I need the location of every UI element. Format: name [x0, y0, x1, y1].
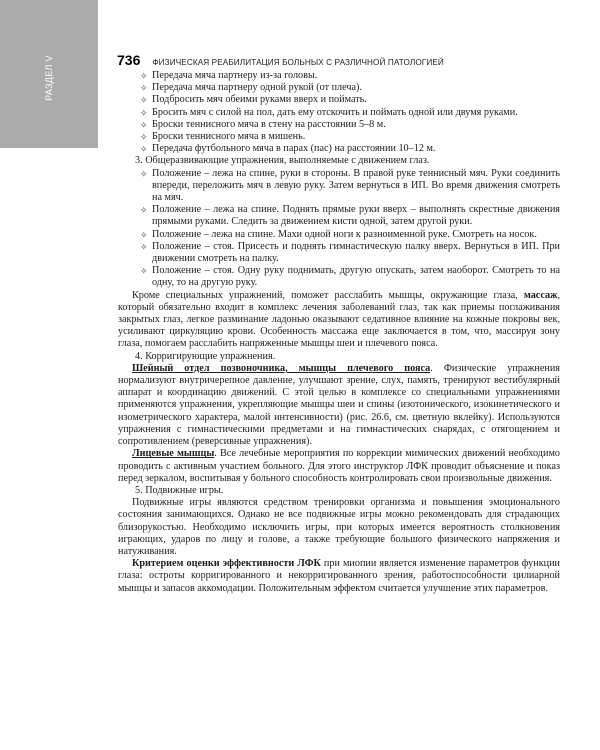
list-item: ✧ Бросить мяч с силой на пол, дать ему отскочить и поймать одной или двумя руками. — [140, 106, 518, 118]
diamond-bullet-icon: ✧ — [140, 266, 148, 277]
diamond-bullet-icon: ✧ — [140, 119, 148, 130]
diamond-bullet-icon: ✧ — [140, 83, 148, 94]
criterion-paragraph: Критерием оценки эффективности ЛФК при миопии является изменение параметров функции глаза: остроты корригированного и некорригированного зрения, работоспособности цилиарной мышцы и запасов аккомодации. Положительным эффектом считается улучшение этих параметров. — [118, 558, 561, 594]
numbered-item-5: 5. Подвижные игры. — [135, 484, 224, 496]
list-item: ✧ Положение – лежа на спине. Поднять прямые руки вверх – выполнять скрестные движения прямыми руками. Следить за движением кисти одной, затем другой руки. — [140, 204, 560, 228]
list-item: ✧ Положение – стоя. Одну руку поднимать, другую опускать, затем наоборот. Смотреть то на одну, то на другую руку. — [140, 265, 560, 289]
eye-exercises-list — [118, 168, 560, 290]
list-item: ✧ Положение – стоя. Присесть и поднять гимнастическую палку вверх. Вернуться в ИП. При движении смотреть на палку. — [140, 240, 560, 265]
page-number: 736 — [117, 52, 141, 68]
ball-exercises-list — [118, 70, 560, 155]
diamond-bullet-icon: ✧ — [140, 95, 148, 106]
page-body — [118, 70, 560, 595]
running-title: ФИЗИЧЕСКАЯ РЕАБИЛИТАЦИЯ БОЛЬНЫХ С РАЗЛИЧНОЙ ПАТОЛОГИЕЙ — [152, 58, 444, 67]
neck-paragraph: Шейный отдел позвоночника, мышцы плечевого пояса. Физические упражнения нормализуют внутричерепное давление, улучшают зрение, слух, память, тренируют вестибулярный аппарат и координацию движений. С этой целью в комплексе со специальными упражнениями применяются упражнения, укрепляющие мышцы шеи и спины (изотонического, изокинетического и изометрического характера, малой интенсивности) (рис. 26.6, см. цветную вклейку). Используются упражнения с гимнастическими предметами и на гимнастических снарядах, с отягощением и сопротивлением (реверсивные упражнения). — [118, 362, 560, 448]
diamond-bullet-icon: ✧ — [140, 229, 148, 240]
games-paragraph: Подвижные игры являются средством тренировки организма и повышения эмоционального состояния занимающихся. Однако не все подвижные игры можно рекомендовать для страдающих близорукостью. Необходимо исключить игры, при которых имеется вероятность столкновения играющих, ударов по лицу и голове, а также требующие большого физического напряжения и натуживания. — [118, 497, 560, 557]
diamond-bullet-icon: ✧ — [140, 241, 148, 252]
diamond-bullet-icon: ✧ — [140, 132, 148, 143]
diamond-bullet-icon: ✧ — [140, 144, 148, 155]
section-tab — [0, 0, 98, 148]
section-label: РАЗДЕЛ V — [44, 55, 54, 101]
list-item: ✧ Положение – лежа на спине. Махи одной ноги к разноименной руке. Смотреть на носок. — [140, 228, 537, 240]
list-item: ✧ Передача футбольного мяча в парах (пас) на расстоянии 10–12 м. — [140, 143, 436, 155]
running-header — [117, 52, 562, 68]
face-paragraph: Лицевые мышцы. Все лечебные мероприятия по коррекции мимических движений необходимо проводить с активным участием больного. Для этого инструктор ЛФК проводит объяснение и показ перед зеркалом, воспитывая у больного способность контролировать свои произвольные движения. — [118, 448, 560, 484]
diamond-bullet-icon: ✧ — [140, 71, 148, 81]
diamond-bullet-icon: ✧ — [140, 168, 148, 179]
numbered-item-4: 4. Корригирующие упражнения. — [135, 350, 276, 362]
list-item: ✧ Подбросить мяч обеими руками вверх и поймать. — [140, 94, 367, 106]
diamond-bullet-icon: ✧ — [140, 107, 148, 118]
numbered-item-3: 3. Общеразвивающие упражнения, выполняемые с движением глаз. — [135, 155, 430, 167]
list-item: ✧ Передача мяча партнеру одной рукой (от плеча). — [140, 82, 362, 94]
diamond-bullet-icon: ✧ — [140, 205, 148, 216]
list-item: ✧ Броски теннисного мяча в стену на расстоянии 5–8 м. — [140, 118, 386, 130]
list-item: ✧ Положение – лежа на спине, руки в стороны. В правой руке теннисный мяч. Руки соединить впереди, переложить мяч в левую руку. Затем вернуться в ИП. Во время движения смотреть на мяч. — [140, 167, 560, 204]
massage-paragraph: Кроме специальных упражнений, поможет расслабить мышцы, окружающие глаза, массаж, который обязательно входит в комплекс лечения заболеваний глаз, так как приемы поглаживания закрытых глаз, легкое разминание ладонью оказывают седативное влияние на кожные покровы век, усиливают циркуляцию крови. Особенность массажа еще заключается в том, что, массируя зону глаза, помогаем расслабить напряженные мышцы шеи и плечевого пояса. — [118, 289, 560, 350]
list-item: ✧ Броски теннисного мяча в мишень. — [140, 131, 306, 143]
list-item: ✧ Передача мяча партнеру из-за головы. — [140, 70, 318, 81]
